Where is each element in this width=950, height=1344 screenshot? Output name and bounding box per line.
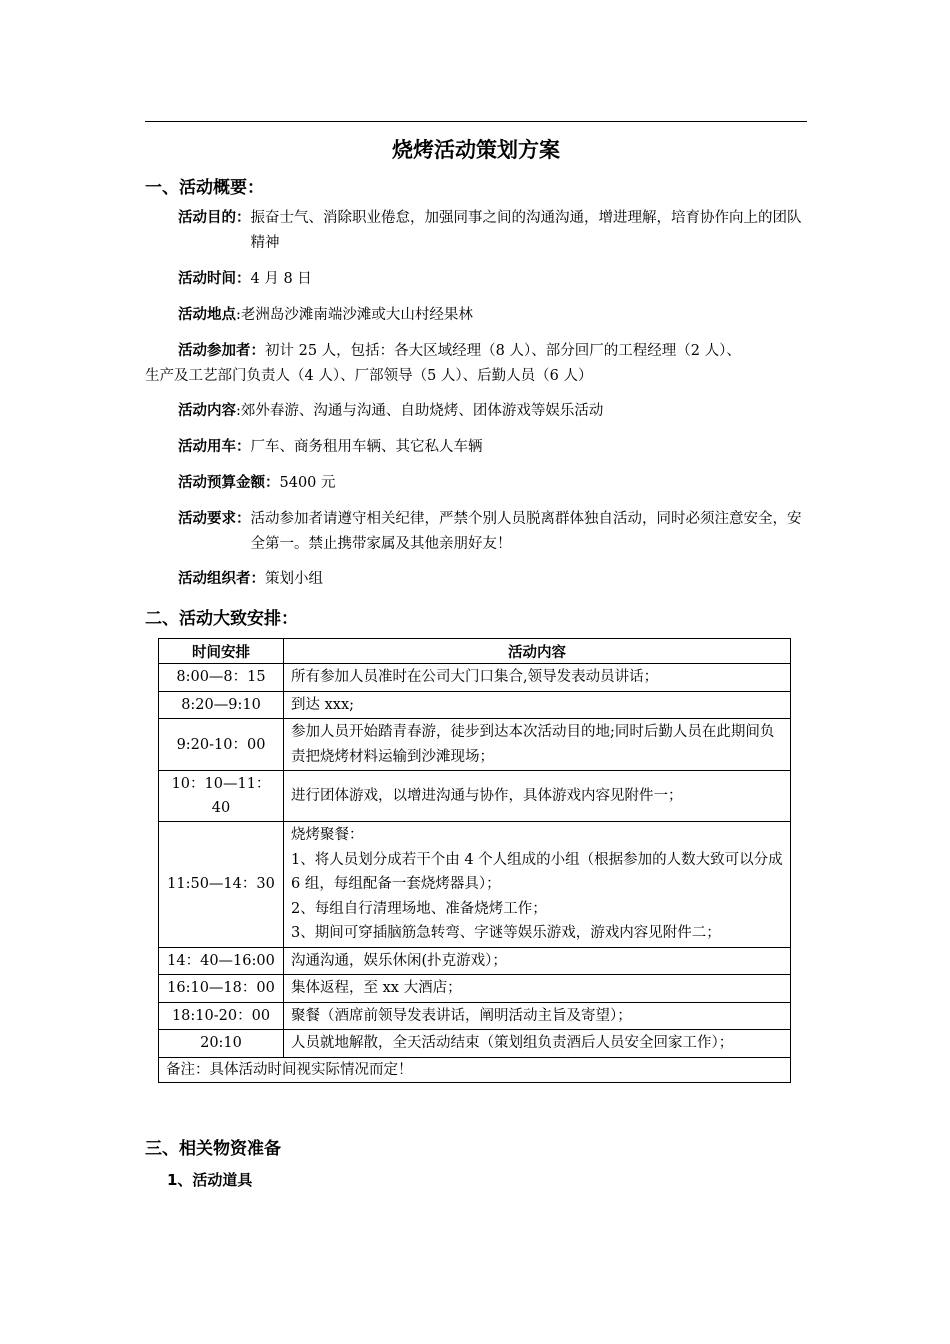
content-line: 3、期间可穿插脑筋急转弯、字谜等娱乐游戏，游戏内容见附件二； bbox=[291, 925, 721, 941]
content-item bbox=[178, 399, 603, 424]
content-line: 2、每组自行清理场地、准备烧烤工作； bbox=[291, 900, 547, 917]
row-time: 20:10 bbox=[159, 1030, 284, 1058]
participants-value: 初计 25 人，包括：各大区域经理（8 人）、部分回厂的工程经理（2 人）、 bbox=[265, 343, 741, 359]
purpose-label: 活动目的： bbox=[178, 210, 251, 226]
row-time: 10：10—11：40 bbox=[159, 771, 284, 822]
section3-heading: 三、相关物资准备 bbox=[145, 1139, 281, 1159]
table-row bbox=[159, 664, 791, 692]
table-row bbox=[159, 947, 791, 975]
content-line: 集体返程，至 xx 大酒店； bbox=[291, 980, 462, 996]
budget-value: 5400 元 bbox=[279, 475, 336, 491]
content-line: 聚餐（酒席前领导发表讲话，阐明活动主旨及寄望）； bbox=[291, 1007, 632, 1024]
row-time: 11:50—14：30 bbox=[159, 822, 284, 948]
row-content bbox=[284, 664, 791, 692]
header-rule bbox=[145, 121, 807, 122]
table-note-row bbox=[159, 1057, 791, 1082]
row-content bbox=[284, 719, 791, 771]
content-line: 沟通沟通，娱乐休闲(扑克游戏）； bbox=[291, 952, 507, 969]
content-label: 活动内容 bbox=[178, 403, 236, 419]
section1-heading: 一、活动概要： bbox=[145, 178, 264, 198]
place-label: 活动地点 bbox=[178, 307, 236, 323]
content-line: 到达 xxx; bbox=[291, 696, 355, 713]
content-line: 参加人员开始踏青春游，徒步到达本次活动目的地;同时后勤人员在此期间负责把烧烤材料运输到沙滩现场； bbox=[291, 724, 775, 765]
table-row bbox=[159, 771, 791, 822]
table-row bbox=[159, 1030, 791, 1058]
section2-heading: 二、活动大致安排： bbox=[145, 609, 298, 629]
time-item bbox=[178, 267, 312, 292]
requirement-value: 活动参加者请遵守相关纪律，严禁个别人员脱离群体独自活动，同时必须注意安全，安全第一。禁止携带家属及其他亲朋好友！ bbox=[250, 511, 802, 552]
table-row bbox=[159, 719, 791, 771]
header-content: 活动内容 bbox=[284, 639, 791, 664]
row-time: 8:00—8：15 bbox=[159, 664, 284, 692]
table-header-row bbox=[159, 639, 791, 664]
content-line: 人员就地解散，全天活动结束（策划组负责酒后人员安全回家工作）； bbox=[291, 1035, 734, 1051]
table-row bbox=[159, 691, 791, 719]
section3-sub1: 1、活动道具 bbox=[167, 1171, 253, 1189]
organizer-label: 活动组织者： bbox=[178, 571, 265, 587]
row-content bbox=[284, 691, 791, 719]
row-time: 18:10-20：00 bbox=[159, 1002, 284, 1030]
participants-item bbox=[178, 339, 741, 364]
row-time: 8:20—9:10 bbox=[159, 691, 284, 719]
table-row bbox=[159, 975, 791, 1003]
time-value: 4 月 8 日 bbox=[250, 271, 312, 287]
row-content bbox=[284, 975, 791, 1003]
schedule-table bbox=[158, 638, 791, 1083]
requirement-label: 活动要求： bbox=[178, 511, 251, 527]
vehicle-item bbox=[178, 435, 483, 460]
content-line: 进行团体游戏，以增进沟通与协作，具体游戏内容见附件一； bbox=[291, 787, 683, 804]
header-time: 时间安排 bbox=[159, 639, 284, 664]
content-line: 所有参加人员准时在公司大门口集合,领导发表动员讲话； bbox=[291, 669, 659, 685]
participants-label: 活动参加者： bbox=[178, 343, 265, 359]
row-content bbox=[284, 1030, 791, 1058]
purpose-item bbox=[178, 206, 808, 256]
row-content bbox=[284, 771, 791, 822]
requirement-item bbox=[178, 507, 808, 557]
content-line: 烧烤聚餐： bbox=[291, 827, 364, 843]
purpose-value: 振奋士气、消除职业倦怠，加强同事之间的沟通沟通，增进理解，培育协作向上的团队精神 bbox=[250, 210, 802, 251]
organizer-item bbox=[178, 567, 323, 592]
place-value: :老洲岛沙滩南端沙滩或大山村经果林 bbox=[236, 307, 473, 323]
place-item bbox=[178, 303, 473, 328]
budget-item bbox=[178, 471, 336, 496]
row-time: 9:20-10：00 bbox=[159, 719, 284, 771]
row-content bbox=[284, 822, 791, 948]
table-row bbox=[159, 1002, 791, 1030]
table-row bbox=[159, 822, 791, 948]
content-value: :郊外春游、沟通与沟通、自助烧烤、团体游戏等娱乐活动 bbox=[236, 403, 604, 419]
row-time: 16:10—18：00 bbox=[159, 975, 284, 1003]
vehicle-value: 厂车、商务租用车辆、其它私人车辆 bbox=[250, 439, 483, 455]
row-content bbox=[284, 1002, 791, 1030]
row-content bbox=[284, 947, 791, 975]
vehicle-label: 活动用车： bbox=[178, 439, 251, 455]
row-time: 14：40—16:00 bbox=[159, 947, 284, 975]
table-note: 备注：具体活动时间视实际情况而定！ bbox=[159, 1057, 791, 1082]
organizer-value: 策划小组 bbox=[265, 571, 323, 587]
content-line: 1、将人员划分成若干个由 4 个人组成的小组（根据参加的人数大致可以分成 6 组，每组配备一套烧烤器具）； bbox=[291, 851, 783, 892]
participants-continued: 生产及工艺部门负责人（4 人）、厂部领导（5 人）、后勤人员（6 人） bbox=[145, 368, 593, 384]
budget-label: 活动预算金额： bbox=[178, 475, 280, 491]
time-label: 活动时间： bbox=[178, 271, 251, 287]
document-title: 烧烤活动策划方案 bbox=[392, 138, 560, 162]
